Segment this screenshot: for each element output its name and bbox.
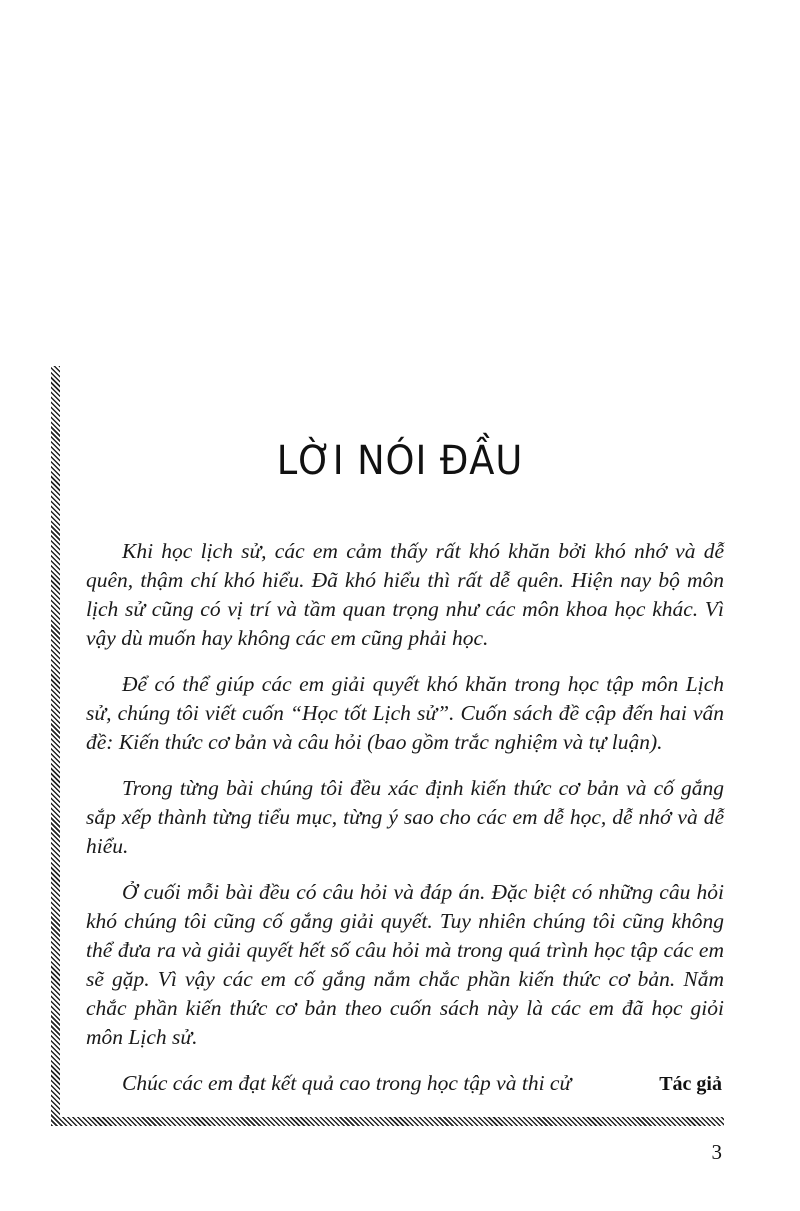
page-number: 3 bbox=[711, 1140, 722, 1164]
page-title: LỜI NÓI ĐẦU bbox=[276, 438, 524, 484]
paragraph-2: Để có thể giúp các em giải quyết khó khăn trong học tập môn Lịch sử, chúng tôi viết cuốn “Học tốt Lịch sử”. Cuốn sách đề cập đến hai vấn đề: Kiến thức cơ bản và câu hỏi (bao gồm trắc nghiệm và tự luận). bbox=[86, 672, 724, 754]
preface-body bbox=[86, 537, 724, 1098]
author-signature: Tác giả bbox=[659, 1073, 722, 1095]
paragraph-4: Ở cuối mỗi bài đều có câu hỏi và đáp án. Đặc biệt có những câu hỏi khó chúng tôi cũng cố gắng giải quyết. Tuy nhiên chúng tôi cũng không thể đưa ra và giải quyết hết số câu hỏi mà trong quá trình học tập các em sẽ gặp. Vì vậy các em cố gắng nắm chắc phần kiến thức cơ bản. Nắm chắc phần kiến thức cơ bản theo cuốn sách này là các em đã học giỏi môn Lịch sử. bbox=[86, 880, 724, 1049]
hatched-bottom-border bbox=[51, 1117, 724, 1126]
paragraph-wish: Chúc các em đạt kết quả cao trong học tập và thi cử bbox=[122, 1071, 572, 1095]
paragraph-1: Khi học lịch sử, các em cảm thấy rất khó khăn bởi khó nhớ và dễ quên, thậm chí khó hiểu. Đã khó hiểu thì rất dễ quên. Hiện nay bộ môn lịch sử cũng có vị trí và tầm quan trọng như các môn khoa học khác. Vì vậy dù muốn hay không các em cũng phải học. bbox=[86, 539, 724, 650]
paragraph-3: Trong từng bài chúng tôi đều xác định kiến thức cơ bản và cố gắng sắp xếp thành từng tiểu mục, từng ý sao cho các em dễ học, dễ nhớ và dễ hiểu. bbox=[86, 776, 724, 858]
